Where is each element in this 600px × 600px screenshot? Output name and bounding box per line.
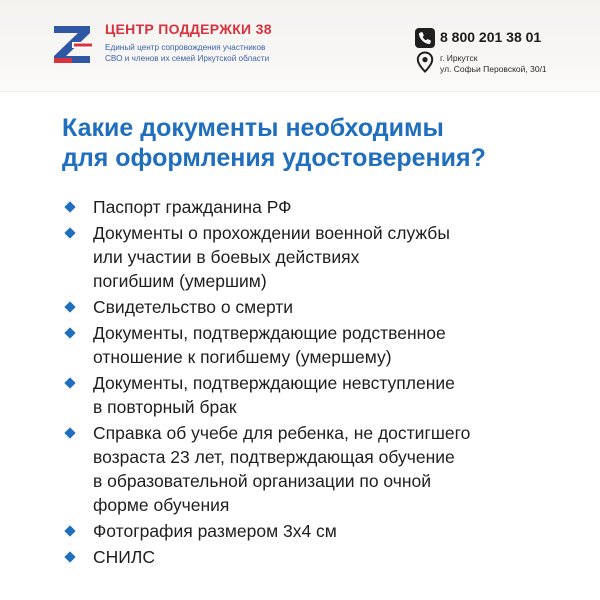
phone-number[interactable]: 8 800 201 38 01 xyxy=(440,29,542,45)
diamond-bullet-icon xyxy=(64,427,75,438)
list-item-line: Фотография размером 3х4 см xyxy=(93,521,337,541)
map-pin-icon xyxy=(414,51,436,73)
brand-subtitle-line: СВО и членов их семей Иркутской области xyxy=(105,53,270,63)
list-item xyxy=(62,421,582,517)
list-item-line: Документы, подтверждающие невступление xyxy=(93,373,455,393)
diamond-bullet-icon xyxy=(64,377,75,388)
diamond-bullet-icon xyxy=(64,227,75,238)
page-title-line: для оформления удостоверения? xyxy=(62,144,486,172)
diamond-bullet-icon xyxy=(64,201,75,212)
diamond-bullet-icon xyxy=(64,525,75,536)
logo-z-icon xyxy=(52,20,94,68)
list-item-line: отношение к погибшему (умершему) xyxy=(93,347,392,367)
list-item-line: в повторный брак xyxy=(93,397,237,417)
header xyxy=(0,0,600,92)
list-item xyxy=(62,371,582,419)
page-title xyxy=(62,113,562,173)
list-item-line: Документы, подтверждающие родственное xyxy=(93,323,446,343)
diamond-bullet-icon xyxy=(64,327,75,338)
list-item-line: или участии в боевых действиях xyxy=(93,247,360,267)
list-item-line: Паспорт гражданина РФ xyxy=(93,197,292,217)
address-street: ул. Софьи Перовской, 30/1 xyxy=(440,64,547,74)
list-item xyxy=(62,545,582,569)
list-item-line: возраста 23 лет, подтверждающая обучение xyxy=(93,447,455,467)
list-item xyxy=(62,195,582,219)
list-item xyxy=(62,221,582,293)
list-item-line: форме обучения xyxy=(93,495,230,515)
brand-subtitle xyxy=(105,43,325,64)
list-item-line: в образовательной организации по очной xyxy=(93,471,432,491)
list-item xyxy=(62,321,582,369)
address-city: г. Иркутск xyxy=(440,53,478,63)
list-item-line: Справка об учебе для ребенка, не достигшего xyxy=(93,423,471,443)
list-item xyxy=(62,295,582,319)
brand-subtitle-line: Единый центр сопровождения участников xyxy=(105,43,266,52)
list-item-line: погибшим (умершим) xyxy=(93,271,267,291)
documents-list xyxy=(62,195,582,571)
list-item-line: Свидетельство о смерти xyxy=(93,297,294,317)
list-item-line: СНИЛС xyxy=(93,547,155,567)
diamond-bullet-icon xyxy=(64,301,75,312)
phone-icon xyxy=(414,27,436,49)
diamond-bullet-icon xyxy=(64,551,75,562)
list-item-line: Документы о прохождении военной службы xyxy=(93,223,450,243)
list-item xyxy=(62,519,582,543)
brand-title: ЦЕНТР ПОДДЕРЖКИ 38 xyxy=(105,21,272,37)
page-title-line: Какие документы необходимы xyxy=(62,114,444,142)
